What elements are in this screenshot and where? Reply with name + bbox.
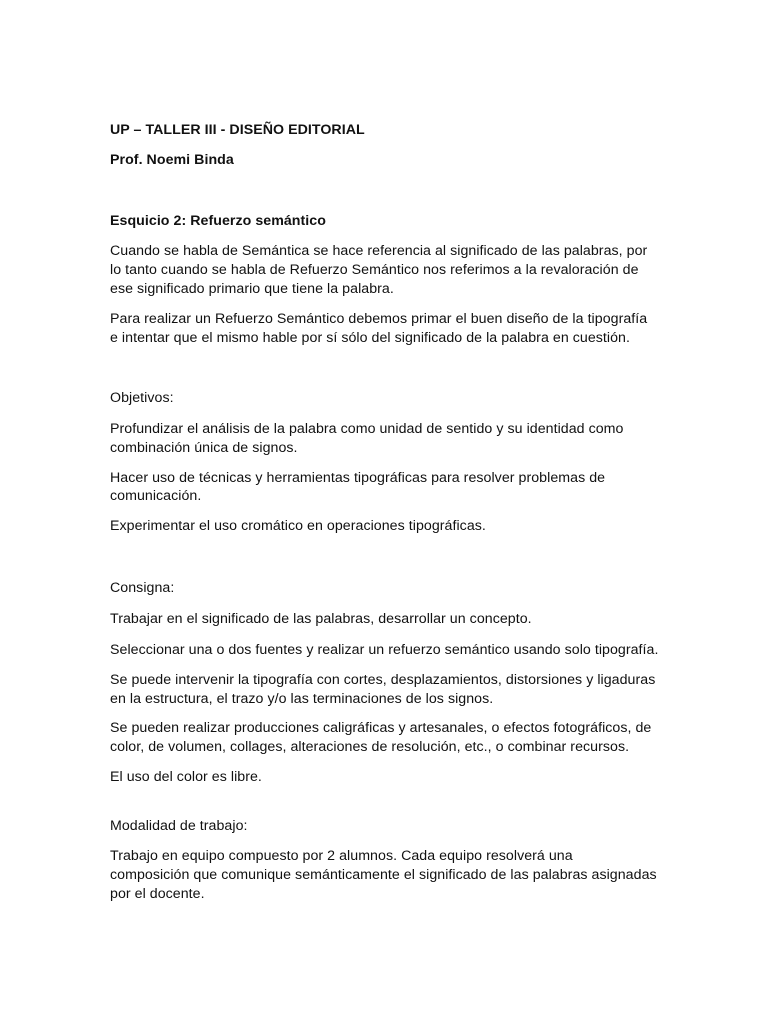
course-title: UP – TALLER III - DISEÑO EDITORIAL bbox=[110, 122, 365, 138]
intro-paragraph-1-line-3: ese significado primario que tiene la palabra. bbox=[110, 281, 394, 297]
modality-heading: Modalidad de trabajo: bbox=[110, 818, 248, 834]
instruction-1: Trabajar en el significado de las palabras, desarrollar un concepto. bbox=[110, 611, 532, 627]
professor-name: Prof. Noemi Binda bbox=[110, 152, 234, 168]
objective-3: Experimentar el uso cromático en operaciones tipográficas. bbox=[110, 518, 486, 534]
objective-2-line-1: Hacer uso de técnicas y herramientas tipográficas para resolver problemas de bbox=[110, 470, 606, 486]
intro-paragraph-2-line-1: Para realizar un Refuerzo Semántico debemos primar el buen diseño de la tipografía bbox=[110, 311, 648, 327]
objective-1-line-2: combinación única de signos. bbox=[110, 440, 298, 456]
instructions-heading: Consigna: bbox=[110, 580, 175, 596]
instruction-3-line-2: en la estructura, el trazo y/o las terminaciones de los signos. bbox=[110, 691, 494, 707]
objectives-heading: Objetivos: bbox=[110, 390, 174, 406]
intro-paragraph-2-line-2: e intentar que el mismo hable por sí sólo del significado de la palabra en cuestión. bbox=[110, 330, 630, 346]
objective-2-line-2: comunicación. bbox=[110, 488, 202, 504]
modality-1-line-3: por el docente. bbox=[110, 886, 205, 902]
intro-paragraph-1-line-1: Cuando se habla de Semántica se hace referencia al significado de las palabras, por bbox=[110, 243, 648, 259]
exercise-title: Esquicio 2: Refuerzo semántico bbox=[110, 213, 326, 229]
intro-paragraph-1-line-2: lo tanto cuando se habla de Refuerzo Semántico nos referimos a la revaloración de bbox=[110, 262, 639, 278]
instruction-2: Seleccionar una o dos fuentes y realizar un refuerzo semántico usando solo tipografía. bbox=[110, 642, 659, 658]
instruction-4-line-2: color, de volumen, collages, alteraciones de resolución, etc., o combinar recursos. bbox=[110, 739, 630, 755]
document-page bbox=[110, 0, 710, 1024]
instruction-4-line-1: Se pueden realizar producciones caligráficas y artesanales, o efectos fotográficos, de bbox=[110, 720, 652, 736]
modality-1-line-2: composición que comunique semánticamente el significado de las palabras asignadas bbox=[110, 867, 657, 883]
instruction-5: El uso del color es libre. bbox=[110, 769, 262, 785]
modality-1-line-1: Trabajo en equipo compuesto por 2 alumnos. Cada equipo resolverá una bbox=[110, 848, 573, 864]
instruction-3-line-1: Se puede intervenir la tipografía con cortes, desplazamientos, distorsiones y ligaduras bbox=[110, 672, 656, 688]
objective-1-line-1: Profundizar el análisis de la palabra como unidad de sentido y su identidad como bbox=[110, 421, 624, 437]
